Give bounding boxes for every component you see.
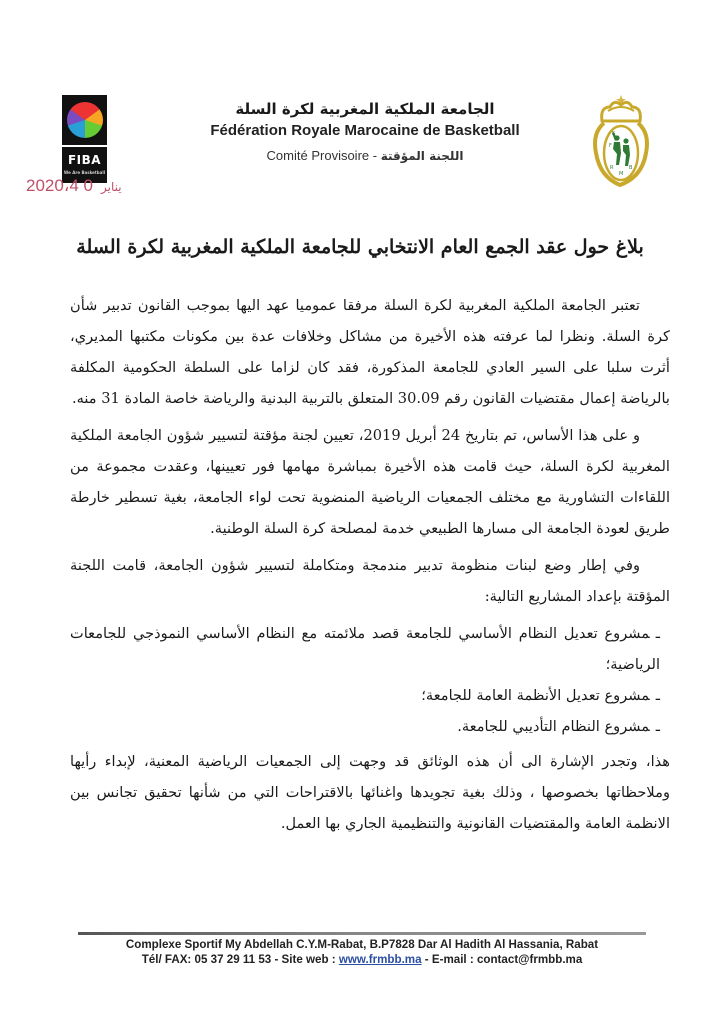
projects-list bbox=[70, 618, 670, 742]
list-dash: ـ bbox=[655, 718, 660, 735]
fiba-ball-icon bbox=[62, 95, 107, 145]
org-name-french: Fédération Royale Marocaine de Basketball bbox=[210, 122, 520, 139]
fiba-tagline: We Are Basketball bbox=[63, 170, 106, 175]
committee-arabic: اللجنة المؤقتة bbox=[380, 149, 464, 163]
paragraph-4: هذا، وتجدر الإشارة الى أن هذه الوثائق قد وجهت إلى الجمعيات الرياضية المعنية، لإبداء رأيها وملاحظاتها بخصوصها ، وذلك بغية تجويدها واغنائها بالاقتراحات التي من شأنها تحقيق تجانس بين الانظمة العامة والمقتضيات القانونية والتنظيمية الجاري بها العمل. bbox=[70, 753, 670, 832]
date-month: يناير bbox=[100, 180, 122, 194]
list-item-text: مشروع تعديل الأنظمة العامة للجامعة؛ bbox=[421, 687, 650, 704]
date-stamp bbox=[26, 176, 130, 196]
document-body bbox=[70, 290, 670, 845]
footer-email: - E-mail : contact@frmbb.ma bbox=[421, 953, 583, 966]
website-link[interactable]: www.frmbb.ma bbox=[338, 953, 422, 966]
paragraph-2: و على هذا الأساس، تم بتاريخ 24 أبريل 2019، تعيين لجنة مؤقتة لتسيير شؤون الجامعة الملكية المغربية لكرة السلة، حيث قامت هذه الأخيرة بمباشرة مهامها فور تعيينها، وعقدت مجموعة من اللقاءات التشاورية مع مختلف الجمعيات الرياضية المنضوية تحت لواء الجامعة، بغية تسطير خارطة طريق لعودة الجامعة الى مسارها الطبيعي خدمة لمصلحة كرة السلة الوطنية. bbox=[70, 427, 670, 537]
footer-tel: Tél/ FAX: 05 37 29 11 53 - Site web : bbox=[141, 953, 339, 966]
list-item bbox=[70, 618, 660, 680]
list-dash: ـ bbox=[655, 687, 660, 704]
committee-french: Comité Provisoire bbox=[266, 148, 370, 163]
crest-letter: R bbox=[610, 165, 614, 171]
committee-line bbox=[230, 148, 500, 163]
frmbb-crest-logo bbox=[590, 93, 652, 193]
list-item-text: مشروع النظام التأديبي للجامعة. bbox=[457, 718, 650, 735]
paragraph-3: وفي إطار وضع لبنات منظومة تدبير مندمجة ومتكاملة لتسيير شؤون الجامعة، قامت اللجنة المؤقتة بإعداد المشاريع التالية: bbox=[70, 557, 670, 605]
crown-icon bbox=[602, 102, 641, 121]
document-title: بلاغ حول عقد الجمع العام الانتخابي للجامعة الملكية المغربية لكرة السلة bbox=[76, 236, 644, 258]
date-year: 2020، bbox=[26, 176, 70, 195]
org-name-arabic: الجامعة الملكية المغربية لكرة السلة bbox=[235, 100, 495, 118]
crest-letter: F bbox=[609, 143, 612, 149]
footer-address: Complexe Sportif My Abdellah C.Y.M-Rabat, B.P7828 Dar Al Hadith Al Hassania, Rabat bbox=[125, 938, 599, 951]
footer-divider bbox=[78, 932, 646, 935]
list-item-text: مشروع تعديل النظام الأساسي للجامعة قصد ملائمته مع النظام الأساسي النموذجي للجامعات الرياضية؛ bbox=[70, 625, 660, 673]
crest-letter: B bbox=[629, 165, 633, 171]
committee-separator: - bbox=[369, 148, 381, 163]
fiba-logo bbox=[62, 95, 107, 183]
crest-letter: S bbox=[612, 131, 616, 137]
paragraph-1: تعتبر الجامعة الملكية المغربية لكرة السلة مرفقا عموميا عهد اليها بموجب القانون تدبير شأن كرة السلة. ونظرا لما عرفته هذه الأخيرة من مشاكل وخلافات عدة بين مكونات مكتبها المديري، أثرت سلبا على السير العادي للجامعة المذكورة، فقد كان لزاما على السلطة الحكومية المكلفة بالرياضة إعمال مقتضيات القانون رقم 30.09 المتعلق بالتربية البدنية والرياضة خاصة المادة 31 منه. bbox=[70, 297, 670, 407]
footer-contact bbox=[60, 953, 664, 966]
date-day: 0 4 bbox=[69, 176, 93, 195]
crest-letter: M bbox=[619, 171, 624, 177]
list-item bbox=[70, 711, 660, 742]
fiba-logo-text: FIBA bbox=[67, 153, 102, 167]
list-item bbox=[70, 680, 660, 711]
list-dash: ـ bbox=[655, 625, 660, 642]
